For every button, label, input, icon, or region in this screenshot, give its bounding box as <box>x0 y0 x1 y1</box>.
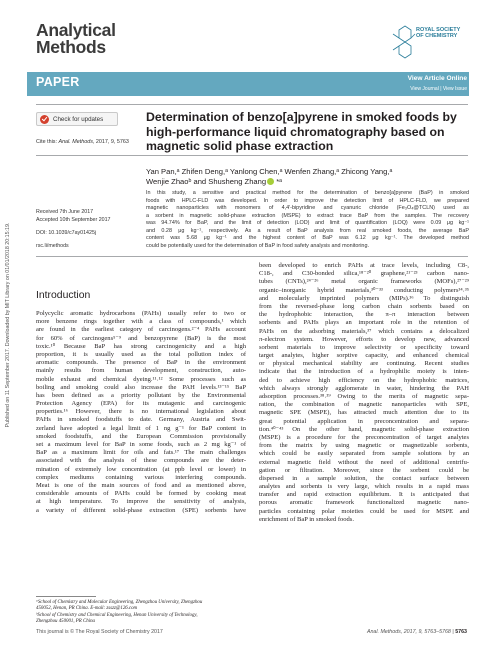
link-separator: | <box>438 86 443 92</box>
authors-line2: Wenjie Zhaoᵇ and Shusheng Zhang <box>146 177 267 187</box>
body-line: mobile exhaust and chemical dyeing.¹¹˒¹² Some processes such as <box>36 375 246 383</box>
article-type-banner <box>27 72 469 96</box>
body-line: BaP as a maximum limit for oils and fats.¹⁷ The main challenges <box>36 449 246 457</box>
body-line: boiling and smoking could also increase the PAH levels.¹³⁻¹⁵ BaP <box>36 383 246 391</box>
title-divider <box>36 155 468 156</box>
page-footer <box>367 629 467 635</box>
author-list <box>146 167 471 188</box>
abstract-line: foods with HPLC-FLD was developed. In order to improve the detection limit of HPLC-FLD, we prepared <box>146 197 469 204</box>
abstract-line: magnetic nanoparticles with monomers of 4,4′-bipyridine and cyanuric chloride (Fe₃O₄@TCLN) used as <box>146 205 469 212</box>
check-circle-icon <box>40 115 49 124</box>
footnote-line: ᵃSchool of Chemistry and Molecular Engineering, Zhengzhou University, Zhengzhou <box>36 600 203 605</box>
body-line: Meat is one of the main sources of food and as mentioned above, <box>36 481 246 489</box>
body-line: which could be easily separated from sample solutions by an <box>259 450 469 458</box>
body-line: which always strongly agglomerate in water, hindering the PAH <box>259 384 469 392</box>
body-line: set a maximum level for BaP in some foods, such as 2 mg kg⁻¹ of <box>36 441 246 448</box>
body-line: enrichment of BaP in smoked foods. <box>259 515 354 523</box>
body-line: organic–inorganic hybrid materials,³⁰⁻³³ conducting polymers³⁴˒³⁵ <box>259 286 469 294</box>
body-line: at high temperature. To improve the sensitivity of analysis, <box>36 498 246 506</box>
body-line: dispersed in a sample solution, the contact surface between <box>259 474 469 482</box>
body-line: Protection Agency (EPA) for its mutagenic and carcinogenic <box>36 400 246 408</box>
publisher-name <box>416 27 460 40</box>
body-line: magnetic SPE (MSPE), has attracted much attention due to its <box>259 409 469 417</box>
journal-site-link[interactable]: rsc.li/methods <box>36 243 69 249</box>
authors-line2-suffix: *ᵃ <box>274 177 282 187</box>
cite-details: , 2017, 9, 5763 <box>92 139 129 145</box>
journal-title <box>36 22 156 56</box>
cite-journal: Anal. Methods <box>58 139 93 145</box>
header-divider <box>36 104 468 105</box>
body-line: and molecularly imprinted polymers (MIPs).³⁶ To distinguish <box>259 294 469 302</box>
body-line: the hydrophobic interaction, the π–π interaction between <box>259 311 469 319</box>
doi[interactable]: DOI: 10.1039/c7ay01425j <box>36 230 97 236</box>
body-line: Polycyclic aromatic hydrocarbons (PAHs) usually refer to two or <box>36 310 246 317</box>
body-line: C18-, and C30-bonded silica,¹⁸⁻²⁰ graphene,²¹⁻²³ carbon nano- <box>259 270 469 278</box>
footnote-line: 450052, Henan, PR China. E-mail: zsszz@126.com <box>36 606 138 612</box>
authors-line1: Yan Pan,ᵃ Zhifen Deng,ᵃ Yanlong Chen,ᵃ Wenfen Zhang,ᵃ Zhicong Yang,ᵃ <box>146 167 393 176</box>
footnote-line: ᵇSchool of Chemistry and Chemical Engineering, Henan University of Technology, <box>36 612 198 618</box>
abstract <box>146 190 469 250</box>
body-line: are found in the earliest category of carcinogens.²⁻⁴ PAHs account <box>36 326 246 334</box>
publisher-line1: ROYAL SOCIETY <box>416 27 461 33</box>
abstract-line: In this study, a sensitive and practical method for the determination of benzo[a]pyrene (BaP) in smoked <box>146 190 469 196</box>
publisher-line2: OF CHEMISTRY <box>416 33 458 40</box>
page-number: 5763 <box>455 629 467 635</box>
download-watermark-text: Published on 11 September 2017. Downloaded by MIT Library on 01/01/2018 20:15:19. <box>5 222 11 428</box>
body-line: ded to achieve high efficiency on the hydrophobic matrices, <box>259 376 469 384</box>
body-column-left <box>36 310 246 515</box>
view-links <box>410 86 467 92</box>
body-line: properties.¹⁶ However, there is no international legislation about <box>36 408 246 416</box>
body-line: target analytes, higher sorptive capacity, and enhanced chemical <box>259 352 469 360</box>
body-line: (MSPE) is a procedure for the preconcentration of target analytes <box>259 433 469 441</box>
copyright-footer: This journal is © The Royal Society of Chemistry 2017 <box>36 629 163 635</box>
body-line: been developed to enrich PAHs at trace levels, including C8-, <box>259 262 469 269</box>
body-line: considerable amounts of PAHs could be formed by cooking meat <box>36 490 246 498</box>
body-line: mainly results from human development, construction, auto- <box>36 367 246 375</box>
body-line: porous aromatic framework functionalized magnetic nano- <box>259 499 469 507</box>
check-for-updates-button[interactable] <box>36 112 118 126</box>
abstract-divider <box>36 256 468 257</box>
article-dates <box>36 208 111 250</box>
body-line: external magnetic field without the need of additional centrifu- <box>259 458 469 466</box>
body-line: zerland have adopted a legal limit of 1 ng g⁻¹ for BaP content in <box>36 424 246 432</box>
body-line: smoked foodstuffs, and the European Commission provisionally <box>36 432 246 440</box>
body-line: adsorption processes.³⁸˒³⁹ Owing to the merits of magnetic sepa- <box>259 393 469 400</box>
footer-separator: | <box>450 629 456 635</box>
article-type-label: PAPER <box>36 75 80 89</box>
body-line: sorbent materials to improve selectivity or specificity toward <box>259 343 469 351</box>
body-line: particles containing polar moieties could be used for MSPE and <box>259 507 469 515</box>
view-article-online-link[interactable]: View Article Online <box>407 75 467 82</box>
body-line: or physical mechanical stability are continuing. Recent studies <box>259 360 469 368</box>
download-watermark <box>5 140 13 510</box>
body-line: great potential application in preconcentration and separa- <box>259 417 469 425</box>
body-line: from the matrix by using magnetic or magnetizable sorbents, <box>259 442 469 450</box>
body-line: transfer and rapid extraction equilibrium. It is anticipated that <box>259 491 469 499</box>
body-line: tubes (CNTs),²⁴⁻²⁶ metal organic frameworks (MOFs),²⁷⁻²⁹ <box>259 278 469 286</box>
authors-line2-wrap <box>146 177 471 187</box>
accepted-date: Accepted 10th September 2017 <box>36 217 111 223</box>
body-line: associated with the analysis of these compounds are the deter- <box>36 457 246 465</box>
view-journal-link[interactable]: View Journal <box>410 86 439 92</box>
body-line: indicate that the introduction of a hydrophilic moiety is inten- <box>259 368 469 376</box>
body-line: has been defined as a priority pollutant by the Environmental <box>36 391 246 399</box>
body-column-right <box>259 262 469 524</box>
body-line: a variety of different solid-phase extraction (SPE) sorbents have <box>36 506 246 514</box>
footer-citation: Anal. Methods, 2017, 9, 5763–5768 <box>366 629 451 635</box>
body-line: PAHs on the adsorbing materials,³⁷ which contains a delocalized <box>259 327 469 335</box>
body-line: sorbents and PAHs plays an important role in the retention of <box>259 319 469 327</box>
abstract-line: and 0.28 μg kg⁻¹, respectively. As a result of BaP analysis from real smoked foods, the average BaP <box>146 227 469 234</box>
article-title: Determination of benzo[a]pyrene in smoked foods by high-performance liquid chromatography based on magnetic solid phase extraction <box>146 110 457 154</box>
body-line: gation or filtration. Moreover, since the sorbent could be <box>259 466 469 474</box>
body-line: analytes and sorbents is very large, which results in a rapid mass <box>259 483 469 491</box>
body-line: more benzene rings together with a class of compounds,¹ which <box>36 318 246 326</box>
abstract-line: a sorbent in magnetic solid-phase extraction (MSPE) to extract trace BaP from the samples. The recovery <box>146 212 469 219</box>
journal-title-line2: Methods <box>36 37 106 57</box>
body-line: PAHs in smoked foodstuffs to date. Germany, Austria and Swit- <box>36 416 246 424</box>
body-line: toxic.¹⁰ Because BaP has strong carcinogenicity and a high <box>36 342 246 350</box>
abstract-line: could be potentially used for the determination of BaP in food safety analysis and monitoring. <box>146 242 369 249</box>
affiliation-footnotes <box>36 600 246 626</box>
cite-prefix: Cite this: <box>36 139 59 145</box>
journal-title-line1: Analytical <box>36 20 116 40</box>
received-date: Received 7th June 2017 <box>36 209 94 215</box>
body-line: mination of extremely low concentration (at ppb level or lower) in <box>36 465 246 473</box>
abstract-line: was 94.74% for BaP, and the limit of detection (LOD) and limit of quantification (LOQ) were 0.09 μg kg⁻¹ <box>146 220 469 227</box>
check-for-updates-label: Check for updates <box>53 115 104 123</box>
footnote-rule <box>36 596 96 597</box>
abstract-line: content was 5.68 μg kg⁻¹ and the highest content of BaP was 6.12 μg kg⁻¹. The developed method <box>146 235 469 242</box>
footnote-line: Zhengzhou 450001, PR China <box>36 619 95 625</box>
body-line: tion.⁴⁰⁻⁴³ On the other hand, magnetic solid-phase extraction <box>259 425 469 433</box>
body-line: proportion, it is usually used as the total pollution index of <box>36 350 246 358</box>
body-line: ration, the combination of magnetic nanoparticles with SPE, <box>259 401 469 409</box>
citation <box>36 139 129 145</box>
body-line: aromatic compounds. The presence of BaP in the environment <box>36 359 246 367</box>
body-line: π-electron system. However, efforts to develop new, advanced <box>259 335 469 343</box>
section-heading: Introduction <box>36 290 91 301</box>
body-line: for 60% of carcinogens⁵⁻⁹ and benzopyrene (BaP) is the most <box>36 334 246 342</box>
body-line: from the reversed-phase long carbon chain sorbents based on <box>259 302 469 310</box>
body-line: complex mediums containing various interfering compounds. <box>36 473 246 481</box>
view-issue-link[interactable]: View Issue <box>442 86 467 92</box>
